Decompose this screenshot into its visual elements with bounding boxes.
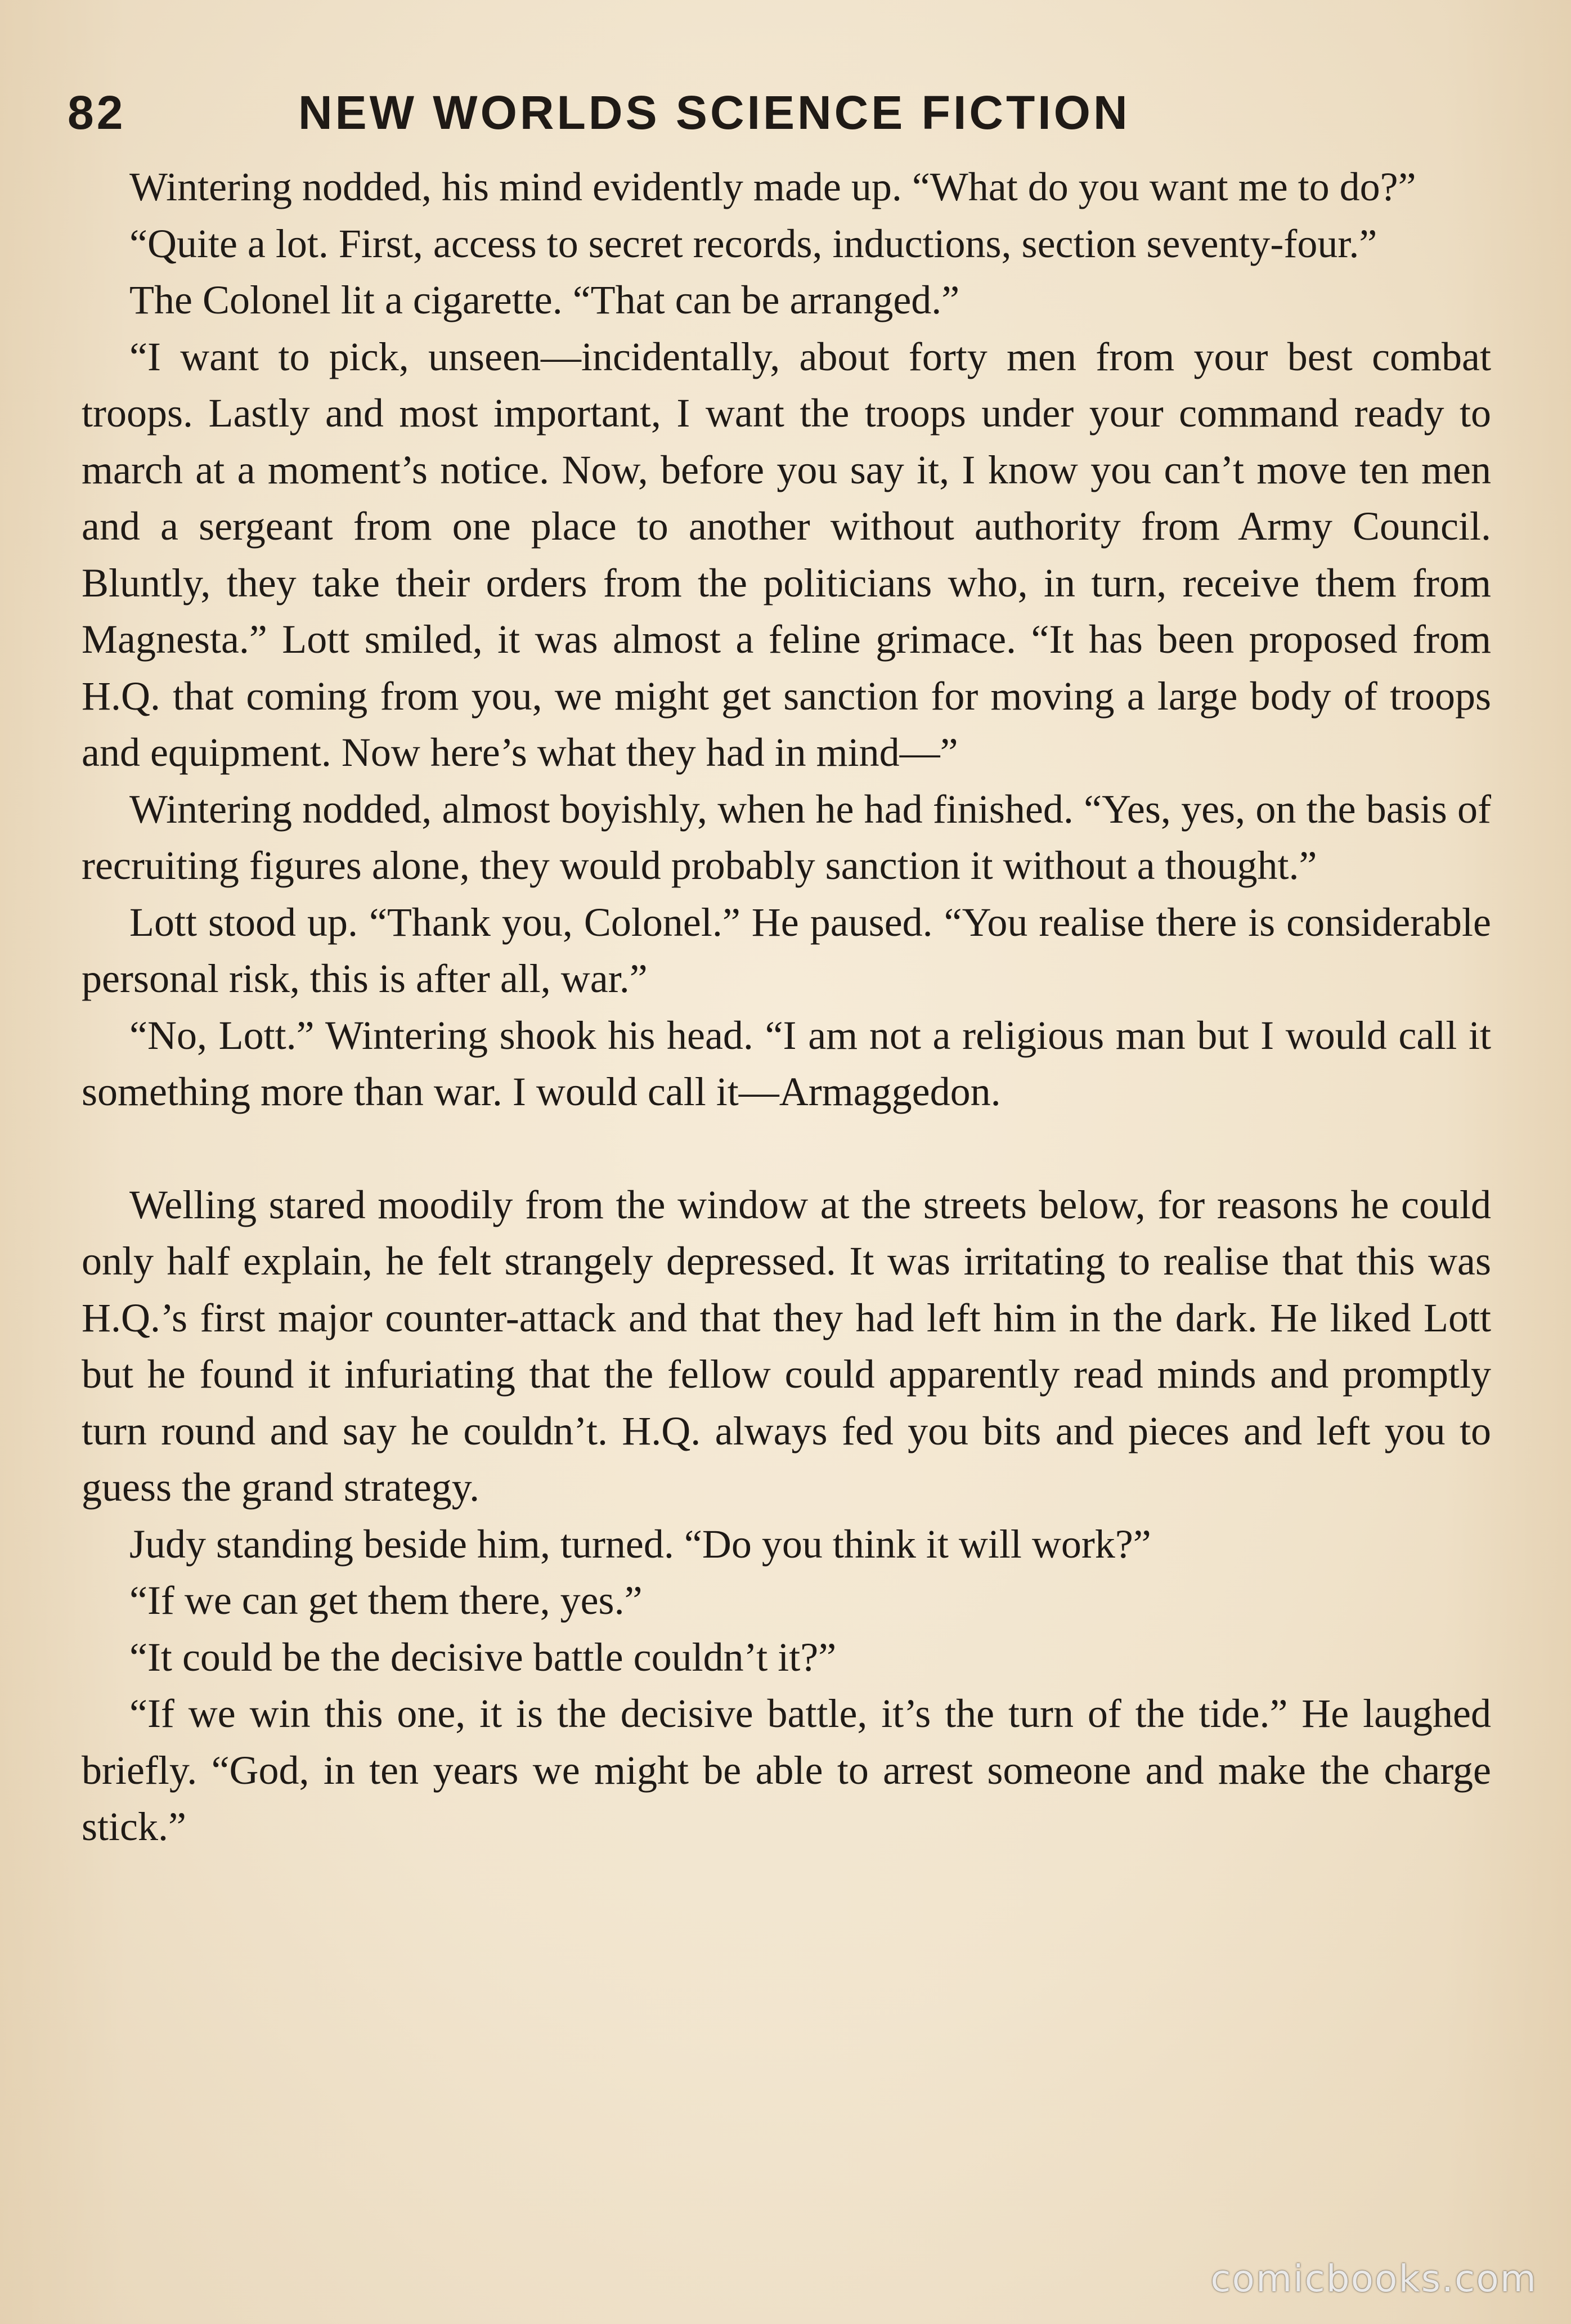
paragraph: “Quite a lot. First, access to secret records, inductions, section seventy-four.” bbox=[129, 221, 1377, 266]
paragraph: Wintering nodded, almost boyishly, when he had finished. “Yes, yes, on the basis of recruiting figures alone, they would probably sanction it without a thought.” bbox=[82, 786, 1491, 888]
scene-break bbox=[82, 1120, 1491, 1177]
paragraph: “If we win this one, it is the decisive battle, it’s the turn of the tide.” He laughed briefly. “God, in ten years we might be able to arrest someone and make the charge stick.” bbox=[82, 1691, 1491, 1849]
paragraph: Judy standing beside him, turned. “Do you think it will work?” bbox=[129, 1521, 1151, 1567]
paragraph: Lott stood up. “Thank you, Colonel.” He paused. “You realise there is considerable personal risk, this is after all, war.” bbox=[82, 899, 1491, 1001]
paragraph: “I want to pick, unseen—incidentally, about forty men from your best combat troops. Lastly and most important, I want the troops under your command ready to march at a moment’s notice. Now, before you say it, I know you can’t move ten men and a sergeant from one place to another without authority from Army Council. Bluntly, they take their orders from the politicians who, in turn, receive them from Magnesta.” Lott smiled, it was almost a feline grimace. “It has been proposed from H.Q. that coming from you, we might get sanction for moving a large body of troops and equipment. Now here’s what they had in mind—” bbox=[82, 334, 1491, 775]
paragraph: “No, Lott.” Wintering shook his head. “I am not a religious man but I would call it something more than war. I would call it—Armaggedon. bbox=[82, 1012, 1491, 1114]
story-text bbox=[82, 159, 1491, 1855]
paragraph: Wintering nodded, his mind evidently made up. “What do you want me to do?” bbox=[129, 164, 1416, 209]
running-header bbox=[68, 79, 1497, 146]
magazine-title: NEW WORLDS SCIENCE FICTION bbox=[298, 86, 1130, 139]
watermark: comicbooks.com bbox=[1210, 2257, 1537, 2300]
paragraph: “It could be the decisive battle couldn’t it?” bbox=[129, 1634, 837, 1680]
paragraph: “If we can get them there, yes.” bbox=[129, 1578, 643, 1623]
page-number: 82 bbox=[68, 86, 126, 139]
paragraph: Welling stared moodily from the window at the streets below, for reasons he could only half explain, he felt strangely depressed. It was irritating to realise that this was H.Q.’s first major counter-attack and that they had left him in the dark. He liked Lott but he found it infuriating that the fellow could apparently read minds and promptly turn round and say he couldn’t. H.Q. always fed you bits and pieces and left you to guess the grand strategy. bbox=[82, 1182, 1491, 1510]
paragraph: The Colonel lit a cigarette. “That can be arranged.” bbox=[129, 277, 960, 322]
